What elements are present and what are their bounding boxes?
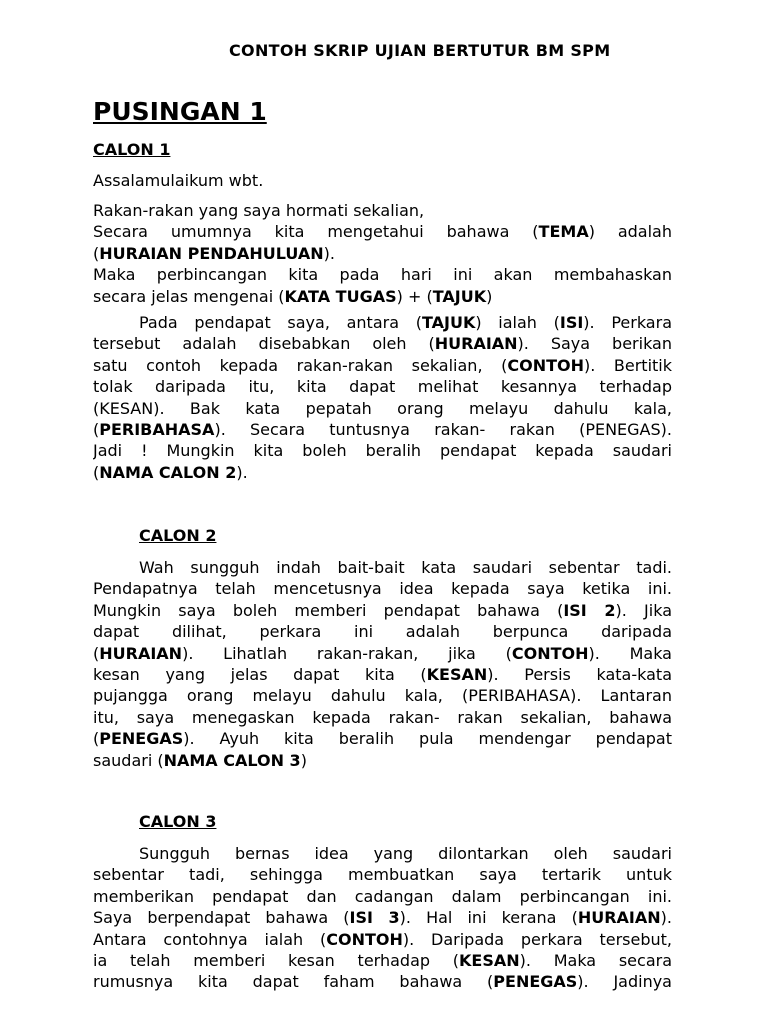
calon-3-body xyxy=(93,843,672,993)
text-line: tersebut adalah disebabkan oleh (HURAIAN). Saya berikan xyxy=(93,334,672,354)
text-line: saudari (NAMA CALON 3) xyxy=(93,750,307,770)
document-header: CONTOH SKRIP UJIAN BERTUTUR BM SPM xyxy=(229,41,611,60)
text-line: rumusnya kita dapat faham bahawa (PENEGAS). Jadinya xyxy=(93,972,672,992)
section-title: PUSINGAN 1 xyxy=(93,97,267,126)
text-line: Maka perbincangan kita pada hari ini akan membahaskan xyxy=(93,265,672,285)
text-line: ia telah memberi kesan terhadap (KESAN). Maka secara xyxy=(93,950,672,970)
calon-1-heading: CALON 1 xyxy=(93,140,171,159)
text-line: Antara contohnya ialah (CONTOH). Daripada perkara tersebut, xyxy=(93,929,672,949)
calon-2-body xyxy=(93,557,672,771)
text-line: Rakan-rakan yang saya hormati sekalian, xyxy=(93,201,425,220)
greeting: Assalamulaikum wbt. xyxy=(93,171,264,190)
calon-1-body xyxy=(93,312,672,483)
text-line: Sungguh bernas idea yang dilontarkan oleh saudari xyxy=(139,844,672,863)
text-line: (PENEGAS). Ayuh kita beralih pula mendengar pendapat xyxy=(93,729,672,749)
text-line: (HURAIAN). Lihatlah rakan-rakan, jika (CONTOH). Maka xyxy=(93,643,672,663)
text-line: Saya berpendapat bahawa (ISI 3). Hal ini kerana (HURAIAN). xyxy=(93,908,672,928)
text-line: kesan yang jelas dapat kita (KESAN). Persis kata-kata xyxy=(93,664,672,684)
text-line: satu contoh kepada rakan-rakan sekalian, (CONTOH). Bertitik xyxy=(93,355,672,375)
text-line: Pada pendapat saya, antara (TAJUK) ialah (ISI). Perkara xyxy=(139,313,672,332)
text-line: Wah sungguh indah bait-bait kata saudari sebentar tadi. xyxy=(139,558,672,577)
text-line: (NAMA CALON 2). xyxy=(93,462,248,482)
text-line: itu, saya menegaskan kepada rakan- rakan sekalian, bahawa xyxy=(93,707,672,727)
text-line: sebentar tadi, sehingga membuatkan saya tertarik untuk xyxy=(93,865,672,885)
text-line: memberikan pendapat dan cadangan dalam perbincangan ini. xyxy=(93,886,672,906)
text-line: Pendapatnya telah mencetusnya idea kepada saya ketika ini. xyxy=(93,579,672,599)
text-line: (PERIBAHASA). Secara tuntusnya rakan- rakan (PENEGAS). xyxy=(93,419,672,439)
text-line: pujangga orang melayu dahulu kala, (PERIBAHASA). Lantaran xyxy=(93,686,672,706)
text-line: Jadi ! Mungkin kita boleh beralih pendapat kepada saudari xyxy=(93,441,672,461)
text-line: Secara umumnya kita mengetahui bahawa (TEMA) adalah xyxy=(93,222,672,242)
text-line: tolak daripada itu, kita dapat melihat kesannya terhadap xyxy=(93,377,672,397)
calon-2-heading: CALON 2 xyxy=(139,526,217,545)
text-line: (KESAN). Bak kata pepatah orang melayu dahulu kala, xyxy=(93,398,672,418)
text-line: secara jelas mengenai (KATA TUGAS) + (TAJUK) xyxy=(93,286,493,306)
calon-1-intro xyxy=(93,200,672,307)
text-line: dapat dilihat, perkara ini adalah berpunca daripada xyxy=(93,622,672,642)
calon-3-heading: CALON 3 xyxy=(139,812,217,831)
text-line: Mungkin saya boleh memberi pendapat bahawa (ISI 2). Jika xyxy=(93,600,672,620)
text-line: (HURAIAN PENDAHULUAN). xyxy=(93,243,335,263)
